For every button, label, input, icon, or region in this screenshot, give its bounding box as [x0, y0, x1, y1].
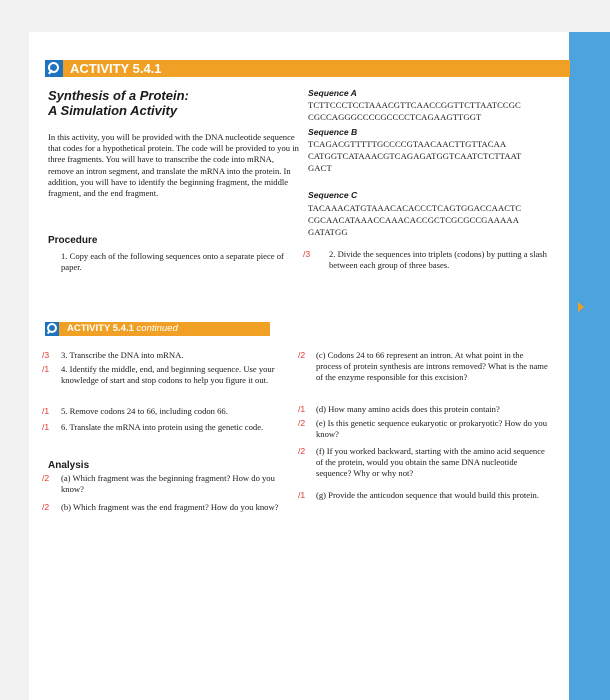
intro-paragraph: In this activity, you will be provided with the DNA nucleotide sequence that codes for a hypothetical protein. The code will be provided to you in three fragments. You will have to transcribe the code into mRNA, remove an intron segment, and translate the mRNA into the protein. In addition, you will have to identify the beginning fragment, the middle fragment, and the end fragment. [48, 132, 299, 199]
procedure-step-1: 1. Copy each of the following sequences onto a separate piece of paper. [61, 251, 284, 273]
mark-label: /1 [42, 364, 50, 374]
procedure-step-2 [303, 249, 557, 271]
sequence-c-label: Sequence C [308, 190, 358, 200]
sequence-c-line: GATATGG [308, 227, 348, 237]
question-text: (c) Codons 24 to 66 represent an intron. At what point in the process of protein synthesis are introns removed? What is the name of the enzyme responsible for this excision? [316, 350, 548, 383]
continued-title-text: ACTIVITY 5.4.1 [67, 323, 134, 334]
magnifier-icon [45, 60, 63, 77]
step-text: 6. Translate the mRNA into protein using the genetic code. [61, 422, 264, 432]
question-c [298, 350, 548, 384]
step-5 [42, 406, 293, 417]
mark-label: /1 [42, 422, 50, 432]
continued-suffix: continued [136, 323, 178, 334]
mark-label: /2 [42, 473, 50, 483]
question-g [298, 490, 548, 501]
mark-label: /1 [298, 404, 306, 414]
document-page [29, 32, 569, 700]
sequence-b-line: CATGGTCATAAACGTCAGAGATGGTCAATCTCTTAAT [308, 151, 522, 161]
next-page-arrow-icon[interactable] [578, 302, 584, 312]
sequence-b-line: TCAGACGTTTTTGCCCCGTAACAACTTGTTACAA [308, 139, 507, 149]
step-text: 3. Transcribe the DNA into mRNA. [61, 350, 184, 360]
step-text: 5. Remove codons 24 to 66, including codon 66. [61, 406, 228, 416]
question-d [298, 404, 548, 415]
continued-banner [45, 322, 270, 336]
mark-label: /2 [298, 418, 306, 428]
question-text: (e) Is this genetic sequence eukaryotic or prokaryotic? How do you know? [316, 418, 547, 440]
step-6 [42, 422, 293, 433]
step-text: 2. Divide the sequences into triplets (codons) by putting a slash between each group of three bases. [329, 249, 547, 271]
magnifier-icon [45, 322, 59, 336]
procedure-heading: Procedure [48, 235, 98, 246]
question-e [298, 418, 548, 440]
mark-label: /2 [42, 502, 50, 512]
continued-title [67, 322, 178, 336]
mark-label: /2 [298, 350, 306, 360]
analysis-heading: Analysis [48, 460, 90, 471]
step-4 [42, 364, 293, 386]
step-text: 4. Identify the middle, end, and beginning sequence. Use your knowledge of start and stop codons to help you figure it out. [61, 364, 275, 386]
question-b [42, 502, 286, 513]
activity-title: ACTIVITY 5.4.1 [70, 61, 162, 76]
question-text: (b) Which fragment was the end fragment? How do you know? [61, 502, 279, 512]
question-text: (a) Which fragment was the beginning fragment? How do you know? [61, 473, 275, 495]
sequence-a-line: TCTTCCCTCCTAAACGTTCAACCGGTTCTTAATCCGC [308, 100, 521, 110]
sequence-c-line: CGCAACATAAACCAAACACCGCTCGCGCCGAAAAA [308, 215, 519, 225]
mark-label: /2 [298, 446, 306, 456]
heading-line-2: A Simulation Activity [48, 103, 178, 118]
question-text: (f) If you worked backward, starting with the amino acid sequence of the protein, would you obtain the same DNA nucleotide sequence? Why or why not? [316, 446, 545, 479]
sequence-b-line: GACT [308, 163, 332, 173]
mark-label: /3 [42, 350, 50, 360]
heading-line-1: Synthesis of a Protein: [48, 88, 189, 103]
sequence-c-line: TACAAACATGTAAACACACCCTCAGTGGACCAACTC [308, 203, 522, 213]
mark-label: /3 [303, 249, 311, 259]
sequence-a-label: Sequence A [308, 88, 357, 98]
question-f [298, 446, 548, 480]
question-text: (g) Provide the anticodon sequence that would build this protein. [316, 490, 539, 500]
mark-label: /1 [42, 406, 50, 416]
question-a [42, 473, 286, 495]
step-3 [42, 350, 291, 361]
sequence-a-line: CGCCAGGGCCCCGCCCCTCAGAAGTTGGT [308, 112, 482, 122]
sequence-b-label: Sequence B [308, 127, 358, 137]
mark-label: /1 [298, 490, 306, 500]
activity-banner [45, 60, 570, 77]
question-text: (d) How many amino acids does this protein contain? [316, 404, 500, 414]
side-scroll-area [569, 32, 610, 700]
